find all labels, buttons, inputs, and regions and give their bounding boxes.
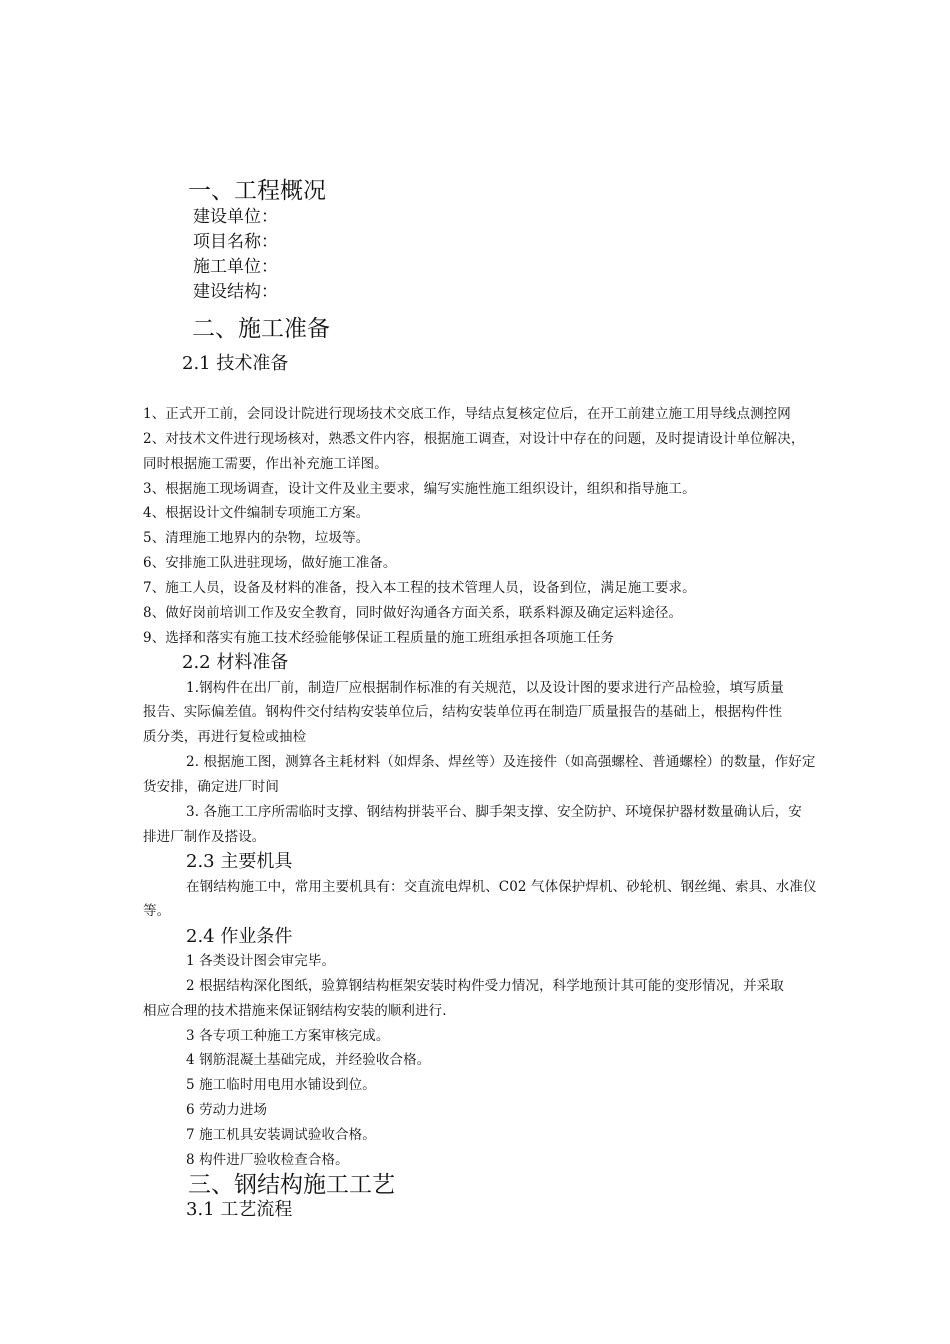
field-builder: 施工单位：	[193, 257, 278, 277]
paragraph-line: 货安排，确定进厂时间	[143, 779, 279, 795]
paragraph-line: 4、根据设计文件编制专项施工方案。	[143, 505, 370, 521]
paragraph-line: 3、根据施工现场调查，设计文件及业主要求，编写实施性施工组织设计，组织和指导施工。	[143, 481, 696, 497]
subsection-2-1-title: 2.1 技术准备	[182, 353, 289, 374]
paragraph-line: 3. 各施工工序所需临时支撑、钢结构拼装平台、脚手架支撑、安全防护、环境保护器材数量确认后，安	[186, 804, 802, 820]
paragraph-line: 在钢结构施工中，常用主要机具有：交直流电焊机、C02 气体保护焊机、砂轮机、钢丝绳、索具、水准仪	[186, 879, 817, 895]
field-construction-unit: 建设单位：	[193, 207, 278, 227]
section-3-title: 三、钢结构施工工艺	[188, 1172, 395, 1198]
paragraph-line: 等。	[143, 903, 171, 919]
section-2-title: 二、施工准备	[192, 316, 330, 342]
subsection-2-3-title: 2.3 主要机具	[186, 851, 293, 872]
paragraph-line: 8 构件进厂验收检查合格。	[186, 1152, 349, 1168]
paragraph-line: 2、对技术文件进行现场核对，熟悉文件内容，根据施工调查，对设计中存在的问题，及时提请设计单位解决，	[143, 431, 805, 447]
paragraph-line: 1 各类设计图会审完毕。	[186, 953, 336, 969]
paragraph-line: 质分类，再进行复检或抽检	[143, 729, 307, 745]
paragraph-line: 同时根据施工需要，作出补充施工详图。	[143, 456, 388, 472]
paragraph-line: 6 劳动力进场	[186, 1102, 268, 1118]
paragraph-line: 9、选择和落实有施工技术经验能够保证工程质量的施工班组承担各项施工任务	[143, 630, 615, 646]
paragraph-line: 2. 根据施工图，测算各主耗材料（如焊条、焊丝等）及连接件（如高强螺栓、普通螺栓）的数量，作好定	[186, 754, 816, 770]
paragraph-line: 4 钢筋混凝土基础完成，并经验收合格。	[186, 1052, 431, 1068]
subsection-2-4-title: 2.4 作业条件	[186, 926, 293, 947]
paragraph-line: 6、安排施工队进驻现场，做好施工准备。	[143, 555, 397, 571]
field-structure: 建设结构：	[193, 282, 278, 302]
paragraph-line: 8、做好岗前培训工作及安全教育，同时做好沟通各方面关系，联系料源及确定运料途径。	[143, 605, 683, 621]
section-1-title: 一、工程概况	[188, 178, 326, 204]
subsection-3-1-title: 3.1 工艺流程	[186, 1199, 293, 1220]
paragraph-line: 5、清理施工地界内的杂物，垃圾等。	[143, 530, 370, 546]
paragraph-line: 排进厂制作及搭设。	[143, 829, 266, 845]
paragraph-line: 7、施工人员，设备及材料的准备，投入本工程的技术管理人员，设备到位，满足施工要求。	[143, 580, 696, 596]
field-project-name: 项目名称：	[193, 232, 278, 252]
paragraph-line: 3 各专项工种施工方案审核完成。	[186, 1028, 390, 1044]
paragraph-line: 相应合理的技术措施来保证钢结构安装的顺利进行.	[143, 1003, 447, 1019]
subsection-2-2-title: 2.2 材料准备	[182, 652, 289, 673]
paragraph-line: 5 施工临时用电用水铺设到位。	[186, 1077, 376, 1093]
paragraph-line: 7 施工机具安装调试验收合格。	[186, 1127, 376, 1143]
paragraph-line: 1.钢构件在出厂前，制造厂应根据制作标准的有关规范，以及设计图的要求进行产品检验，填写质量	[186, 680, 784, 696]
paragraph-line: 报告、实际偏差值。钢构件交付结构安装单位后，结构安装单位再在制造厂质量报告的基础上，根据构件性	[143, 704, 783, 720]
paragraph-line: 1、正式开工前，会同设计院进行现场技术交底工作，导结点复核定位后，在开工前建立施工用导线点测控网	[143, 406, 791, 422]
paragraph-line: 2 根据结构深化图纸，验算钢结构框架安装时构件受力情况，科学地预计其可能的变形情况，并采取	[186, 978, 784, 994]
